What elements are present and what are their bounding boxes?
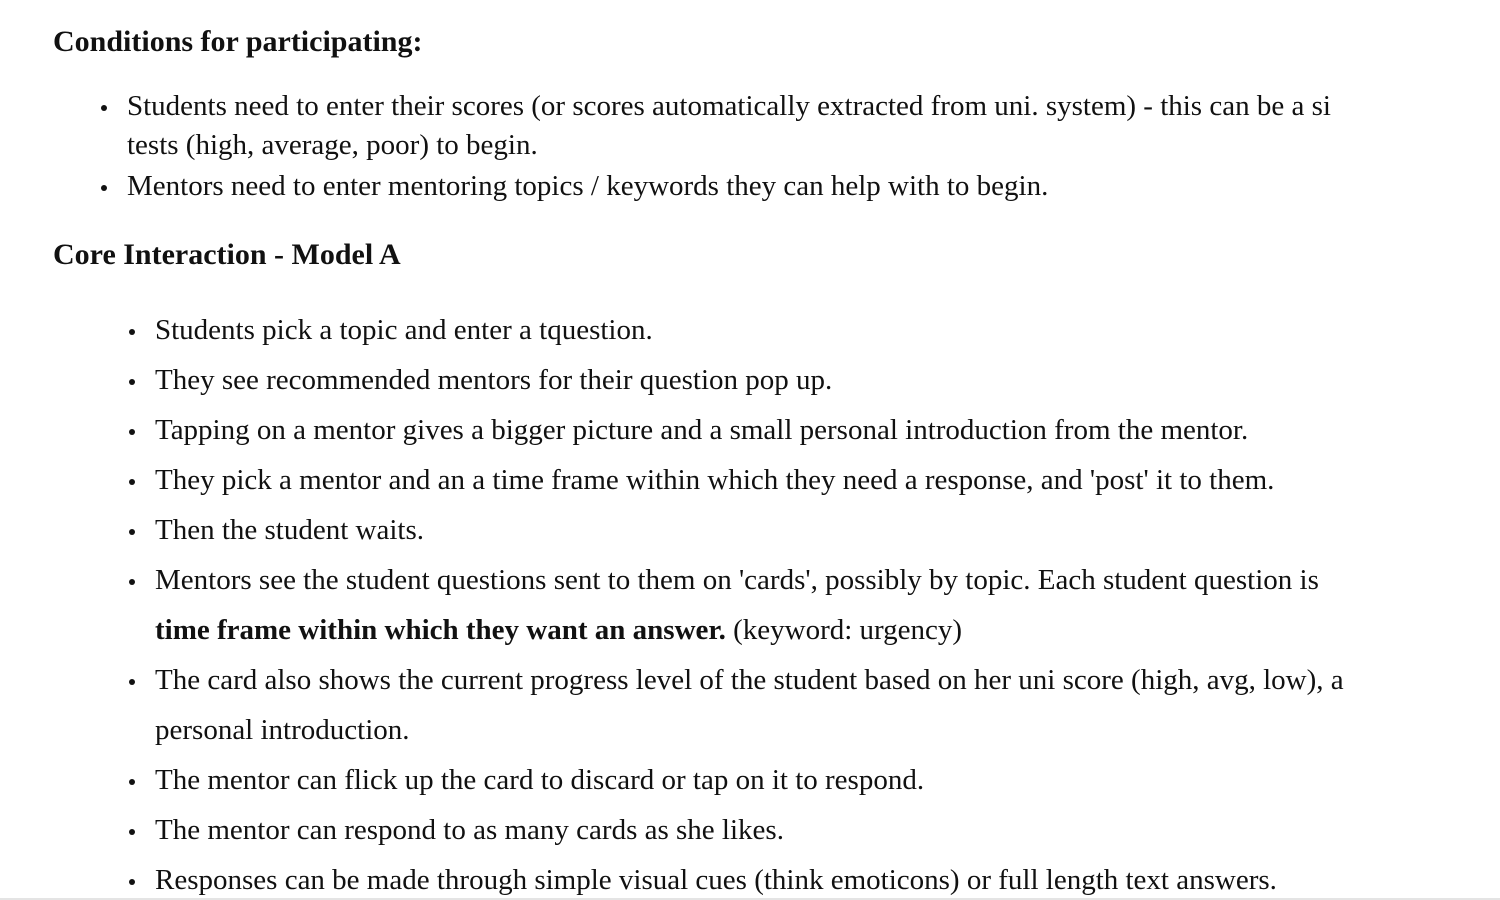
list-item bbox=[155, 305, 1344, 355]
list-item bbox=[155, 655, 1344, 755]
list-item-text: They see recommended mentors for their question pop up. bbox=[155, 364, 833, 396]
list-item bbox=[155, 355, 1344, 405]
list-item-text: The mentor can flick up the card to discard or tap on it to respond. bbox=[155, 764, 925, 796]
list-item-text-wrap bbox=[155, 605, 1344, 655]
list-item bbox=[155, 805, 1344, 855]
list-item-text: Then the student waits. bbox=[155, 514, 425, 546]
list-item-text: Mentors need to enter mentoring topics / keywords they can help with to begin. bbox=[127, 170, 1049, 202]
list-item bbox=[155, 855, 1344, 898]
heading-conditions: Conditions for participating: bbox=[53, 25, 423, 58]
heading-core-interaction: Core Interaction - Model A bbox=[53, 238, 401, 271]
list-item-text: personal introduction. bbox=[155, 714, 410, 746]
list-item-text: Tapping on a mentor gives a bigger picture and a small personal introduction from the mentor. bbox=[155, 414, 1249, 446]
core-interaction-list bbox=[155, 305, 1344, 898]
list-item bbox=[127, 167, 1331, 206]
list-item bbox=[155, 505, 1344, 555]
list-item-text: The mentor can respond to as many cards as she likes. bbox=[155, 814, 784, 846]
list-item-text: Mentors see the student questions sent to them on 'cards', possibly by topic. Each student question is bbox=[155, 564, 1319, 596]
list-item bbox=[155, 455, 1344, 505]
list-item-text: Responses can be made through simple visual cues (think emoticons) or full length text answers. bbox=[155, 864, 1277, 896]
list-item-text: tests (high, average, poor) to begin. bbox=[127, 129, 538, 161]
list-item bbox=[155, 555, 1344, 655]
list-item bbox=[155, 405, 1344, 455]
bold-phrase: time frame within which they want an answer. bbox=[155, 614, 726, 646]
keyword-note: (keyword: urgency) bbox=[725, 614, 963, 646]
list-item bbox=[155, 755, 1344, 805]
list-item-text: They pick a mentor and an a time frame within which they need a response, and 'post' it to them. bbox=[155, 464, 1275, 496]
conditions-list bbox=[127, 87, 1331, 208]
list-item-text: Students need to enter their scores (or scores automatically extracted from uni. system) - this can be a si bbox=[127, 90, 1331, 122]
list-item bbox=[127, 87, 1331, 165]
list-item-text: Students pick a topic and enter a tquestion. bbox=[155, 314, 653, 346]
list-item-text: The card also shows the current progress level of the student based on her uni score (high, avg, low), a bbox=[155, 664, 1344, 696]
